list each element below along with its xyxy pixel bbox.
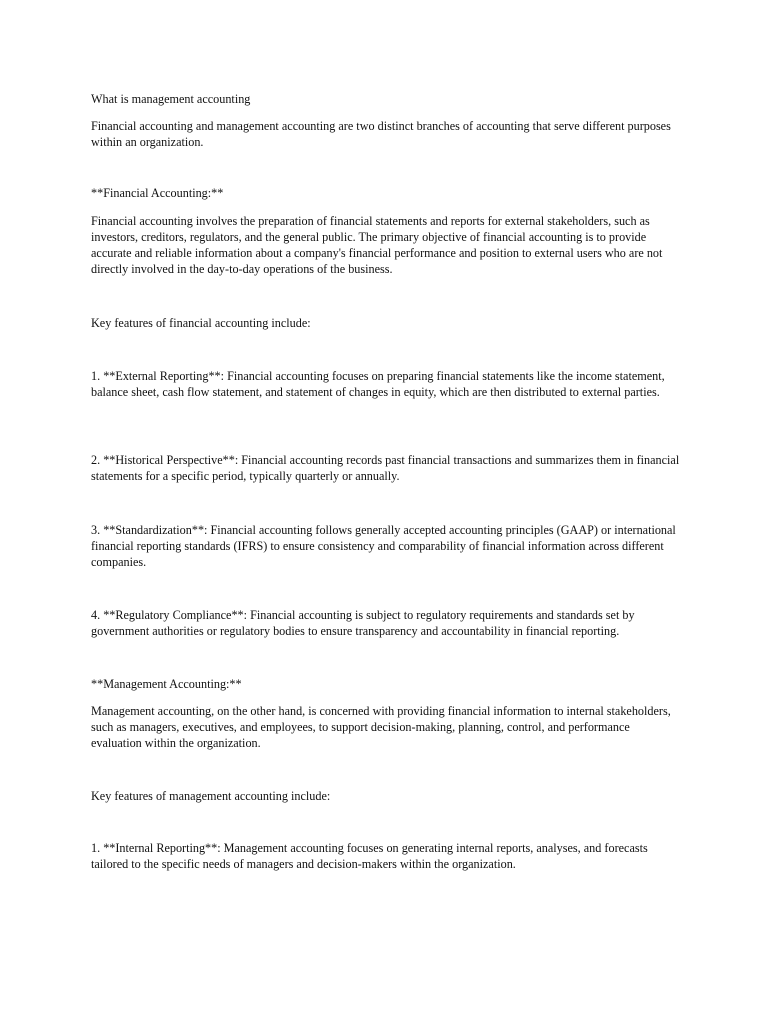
financial-accounting-paragraph: Financial accounting involves the preparation of financial statements and reports for external stakeholders, such as investors, creditors, regulators, and the general public. The primary objective of financial accounting is to provide accurate and reliable information about a company's financial performance and position to external users who are not directly involved in the day-to-day operations of the business.	[91, 214, 663, 276]
intro-paragraph: Financial accounting and management accounting are two distinct branches of accounting that serve different purposes within an organization.	[91, 119, 671, 149]
management-accounting-paragraph: Management accounting, on the other hand, is concerned with providing financial information to internal stakeholders, such as managers, executives, and employees, to support decision-making, planning, control, and performance evaluation within the organization.	[91, 704, 671, 750]
financial-feature-4: 4. **Regulatory Compliance**: Financial accounting is subject to regulatory requirements and standards set by government authorities or regulatory bodies to ensure transparency and accountability in financial reporting.	[91, 608, 635, 638]
financial-feature-1: 1. **External Reporting**: Financial accounting focuses on preparing financial statements like the income statement, balance sheet, cash flow statement, and statement of changes in equity, which are then distributed to external parties.	[91, 369, 665, 399]
document-title: What is management accounting	[91, 92, 251, 106]
management-features-intro: Key features of management accounting include:	[91, 789, 331, 803]
financial-features-intro: Key features of financial accounting include:	[91, 316, 311, 330]
financial-feature-3: 3. **Standardization**: Financial accounting follows generally accepted accounting principles (GAAP) or international financial reporting standards (IFRS) to ensure consistency and comparability of financial information across different companies.	[91, 523, 676, 569]
financial-feature-2: 2. **Historical Perspective**: Financial accounting records past financial transactions and summarizes them in financial statements for a specific period, typically quarterly or annually.	[91, 453, 680, 483]
financial-accounting-heading: **Financial Accounting:**	[91, 186, 224, 200]
management-accounting-heading: **Management Accounting:**	[91, 677, 242, 691]
management-feature-1: 1. **Internal Reporting**: Management accounting focuses on generating internal reports, analyses, and forecasts tailored to the specific needs of managers and decision-makers within the organization.	[91, 841, 648, 871]
